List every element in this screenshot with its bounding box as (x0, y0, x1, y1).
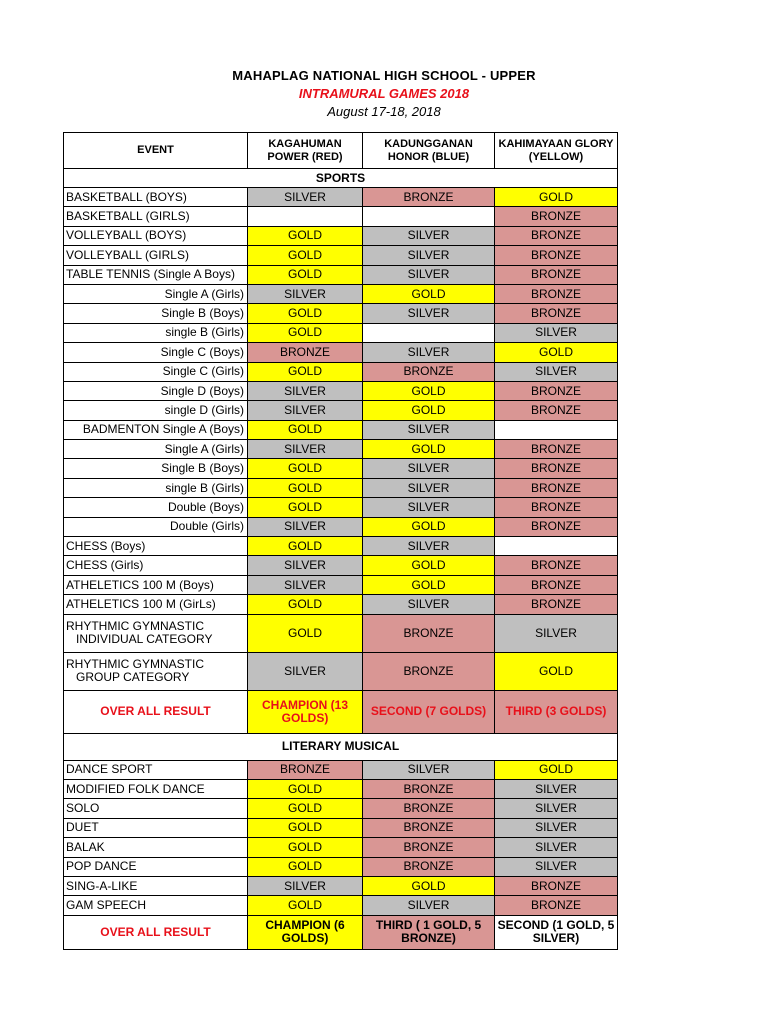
table-row (64, 343, 618, 362)
medal-cell-yellow: BRONZE (495, 304, 618, 323)
event-name-cell: Single C (Boys) (64, 343, 248, 362)
medal-cell-blue: SILVER (363, 420, 495, 439)
event-name-cell: single B (Girls) (64, 323, 248, 342)
table-row (64, 226, 618, 245)
medal-cell-red: SILVER (248, 401, 363, 420)
event-name-cell: Single C (Girls) (64, 362, 248, 381)
table-row (64, 381, 618, 400)
event-name-cell: ATHELETICS 100 M (GirLs) (64, 595, 248, 614)
table-row (64, 799, 618, 818)
medal-cell-yellow: GOLD (495, 760, 618, 779)
event-name-cell: BADMENTON Single A (Boys) (64, 420, 248, 439)
medal-cell-red: SILVER (248, 188, 363, 207)
table-row (64, 896, 618, 915)
medal-cell-yellow: BRONZE (495, 876, 618, 895)
medal-cell-yellow: SILVER (495, 818, 618, 837)
medal-cell-blue: BRONZE (363, 799, 495, 818)
medal-cell-blue: SILVER (363, 459, 495, 478)
event-name-cell: DUET (64, 818, 248, 837)
medal-cell-red: GOLD (248, 896, 363, 915)
medal-cell-yellow (495, 537, 618, 556)
medal-cell-yellow: GOLD (495, 188, 618, 207)
table-row (64, 575, 618, 594)
table-row (64, 838, 618, 857)
medal-cell-blue: BRONZE (363, 779, 495, 798)
medal-cell-blue: SILVER (363, 246, 495, 265)
overall-result-label: OVER ALL RESULT (64, 690, 248, 733)
event-title: INTRAMURAL GAMES 2018 (298, 86, 470, 101)
medal-cell-red (248, 207, 363, 226)
event-name-cell: single D (Girls) (64, 401, 248, 420)
medal-cell-yellow: SILVER (495, 362, 618, 381)
medal-cell-red: GOLD (248, 304, 363, 323)
medal-cell-red: SILVER (248, 575, 363, 594)
medal-cell-yellow: BRONZE (495, 498, 618, 517)
medal-cell-red: GOLD (248, 799, 363, 818)
table-row (64, 401, 618, 420)
medal-cell-red: SILVER (248, 652, 363, 690)
table-row (64, 498, 618, 517)
table-row (64, 246, 618, 265)
table-row (64, 760, 618, 779)
medal-cell-red: GOLD (248, 537, 363, 556)
event-name-cell: Single A (Girls) (64, 284, 248, 303)
medal-cell-red: SILVER (248, 381, 363, 400)
medal-cell-red: GOLD (248, 818, 363, 837)
overall-result-yellow: SECOND (1 GOLD, 5 SILVER) (495, 915, 618, 949)
medal-cell-blue: GOLD (363, 401, 495, 420)
medal-cell-blue: GOLD (363, 284, 495, 303)
table-row (64, 652, 618, 690)
table-row (64, 188, 618, 207)
overall-result-row (64, 690, 618, 733)
event-name-cell: Single B (Boys) (64, 304, 248, 323)
overall-result-red: CHAMPION (6 GOLDS) (248, 915, 363, 949)
overall-result-red: CHAMPION (13 GOLDS) (248, 690, 363, 733)
medal-cell-blue: BRONZE (363, 362, 495, 381)
medal-cell-blue: GOLD (363, 556, 495, 575)
table-row (64, 779, 618, 798)
event-name-cell: RHYTHMIC GYMNASTIC GROUP CATEGORY (64, 652, 248, 690)
medal-cell-red: SILVER (248, 284, 363, 303)
medal-cell-yellow: BRONZE (495, 381, 618, 400)
medal-cell-blue: SILVER (363, 498, 495, 517)
medal-cell-yellow: GOLD (495, 343, 618, 362)
results-table (63, 132, 618, 950)
medal-cell-yellow: SILVER (495, 799, 618, 818)
table-row (64, 556, 618, 575)
medal-cell-yellow: SILVER (495, 323, 618, 342)
col-header-red: KAGAHUMAN POWER (RED) (248, 133, 363, 169)
school-title: MAHAPLAG NATIONAL HIGH SCHOOL - UPPER (232, 68, 536, 83)
event-name-cell: VOLLEYBALL (BOYS) (64, 226, 248, 245)
event-date: August 17-18, 2018 (327, 104, 441, 119)
medal-cell-blue: GOLD (363, 876, 495, 895)
medal-cell-blue: GOLD (363, 517, 495, 536)
overall-result-label: OVER ALL RESULT (64, 915, 248, 949)
table-row (64, 478, 618, 497)
medal-cell-red: GOLD (248, 779, 363, 798)
medal-cell-red: GOLD (248, 323, 363, 342)
medal-cell-red: GOLD (248, 857, 363, 876)
section-header: LITERARY MUSICAL (64, 733, 618, 760)
medal-cell-yellow: SILVER (495, 614, 618, 652)
medal-cell-blue: SILVER (363, 343, 495, 362)
medal-cell-blue: SILVER (363, 537, 495, 556)
medal-cell-yellow: BRONZE (495, 265, 618, 284)
table-row (64, 207, 618, 226)
medal-cell-yellow: SILVER (495, 857, 618, 876)
medal-cell-red: SILVER (248, 876, 363, 895)
overall-result-yellow: THIRD (3 GOLDS) (495, 690, 618, 733)
overall-result-row (64, 915, 618, 949)
medal-cell-blue: BRONZE (363, 188, 495, 207)
section-header-row (64, 169, 618, 188)
event-name-cell: Single B (Boys) (64, 459, 248, 478)
medal-cell-blue: BRONZE (363, 652, 495, 690)
event-name-cell: BASKETBALL (GIRLS) (64, 207, 248, 226)
section-header-row (64, 733, 618, 760)
medal-cell-yellow: SILVER (495, 838, 618, 857)
table-row (64, 459, 618, 478)
medal-cell-red: GOLD (248, 498, 363, 517)
medal-cell-blue: SILVER (363, 226, 495, 245)
table-row (64, 614, 618, 652)
event-name-cell: MODIFIED FOLK DANCE (64, 779, 248, 798)
event-name-cell: BALAK (64, 838, 248, 857)
medal-cell-yellow: BRONZE (495, 595, 618, 614)
medal-cell-red: SILVER (248, 556, 363, 575)
section-header: SPORTS (64, 169, 618, 188)
medal-cell-yellow: BRONZE (495, 284, 618, 303)
medal-cell-yellow: BRONZE (495, 226, 618, 245)
medal-cell-red: GOLD (248, 246, 363, 265)
medal-cell-blue: SILVER (363, 595, 495, 614)
event-name-cell: SOLO (64, 799, 248, 818)
medal-cell-blue: SILVER (363, 896, 495, 915)
medal-cell-red: SILVER (248, 440, 363, 459)
medal-cell-yellow: BRONZE (495, 517, 618, 536)
medal-cell-red: GOLD (248, 614, 363, 652)
event-name-cell: Single D (Boys) (64, 381, 248, 400)
medal-cell-blue: SILVER (363, 265, 495, 284)
medal-cell-yellow: BRONZE (495, 207, 618, 226)
event-name-cell: single B (Girls) (64, 478, 248, 497)
col-header-event: EVENT (64, 133, 248, 169)
col-header-yellow: KAHIMAYAAN GLORY (YELLOW) (495, 133, 618, 169)
medal-cell-red: GOLD (248, 595, 363, 614)
table-row (64, 420, 618, 439)
table-row (64, 517, 618, 536)
medal-cell-blue: SILVER (363, 478, 495, 497)
event-name-cell: BASKETBALL (BOYS) (64, 188, 248, 207)
medal-cell-blue: BRONZE (363, 838, 495, 857)
medal-cell-red: BRONZE (248, 343, 363, 362)
medal-cell-red: GOLD (248, 478, 363, 497)
medal-cell-yellow: BRONZE (495, 556, 618, 575)
medal-cell-red: GOLD (248, 420, 363, 439)
table-row (64, 284, 618, 303)
medal-cell-blue: SILVER (363, 760, 495, 779)
medal-cell-yellow: SILVER (495, 779, 618, 798)
table-header-row (64, 133, 618, 169)
medal-cell-yellow: BRONZE (495, 478, 618, 497)
table-row (64, 304, 618, 323)
table-row (64, 323, 618, 342)
event-name-cell: POP DANCE (64, 857, 248, 876)
medal-cell-blue: BRONZE (363, 857, 495, 876)
medal-cell-red: BRONZE (248, 760, 363, 779)
medal-cell-yellow: BRONZE (495, 459, 618, 478)
medal-cell-blue: SILVER (363, 304, 495, 323)
event-name-cell: Double (Girls) (64, 517, 248, 536)
medal-cell-blue: GOLD (363, 575, 495, 594)
event-name-cell: CHESS (Girls) (64, 556, 248, 575)
event-name-cell: RHYTHMIC GYMNASTIC INDIVIDUAL CATEGORY (64, 614, 248, 652)
table-row (64, 857, 618, 876)
medal-cell-yellow: BRONZE (495, 246, 618, 265)
table-row (64, 362, 618, 381)
event-name-cell: Single A (Girls) (64, 440, 248, 459)
event-name-cell: VOLLEYBALL (GIRLS) (64, 246, 248, 265)
event-name-cell: Double (Boys) (64, 498, 248, 517)
medal-cell-yellow: BRONZE (495, 896, 618, 915)
medal-cell-yellow (495, 420, 618, 439)
medal-cell-yellow: BRONZE (495, 440, 618, 459)
medal-cell-yellow: BRONZE (495, 575, 618, 594)
event-name-cell: TABLE TENNIS (Single A Boys) (64, 265, 248, 284)
event-name-cell: SING-A-LIKE (64, 876, 248, 895)
table-row (64, 440, 618, 459)
medal-cell-red: GOLD (248, 362, 363, 381)
col-header-blue: KADUNGGANAN HONOR (BLUE) (363, 133, 495, 169)
medal-cell-blue (363, 207, 495, 226)
table-row (64, 595, 618, 614)
overall-result-blue: SECOND (7 GOLDS) (363, 690, 495, 733)
table-row (64, 876, 618, 895)
medal-cell-blue (363, 323, 495, 342)
medal-cell-red: GOLD (248, 265, 363, 284)
event-name-cell: GAM SPEECH (64, 896, 248, 915)
medal-cell-blue: GOLD (363, 381, 495, 400)
medal-cell-red: GOLD (248, 226, 363, 245)
table-row (64, 537, 618, 556)
medal-cell-red: GOLD (248, 838, 363, 857)
event-name-cell: ATHELETICS 100 M (Boys) (64, 575, 248, 594)
overall-result-blue: THIRD ( 1 GOLD, 5 BRONZE) (363, 915, 495, 949)
event-name-cell: CHESS (Boys) (64, 537, 248, 556)
medal-cell-yellow: GOLD (495, 652, 618, 690)
medal-cell-red: GOLD (248, 459, 363, 478)
medal-cell-yellow: BRONZE (495, 401, 618, 420)
table-row (64, 265, 618, 284)
event-name-cell: DANCE SPORT (64, 760, 248, 779)
medal-cell-blue: GOLD (363, 440, 495, 459)
medal-cell-red: SILVER (248, 517, 363, 536)
table-row (64, 818, 618, 837)
medal-cell-blue: BRONZE (363, 614, 495, 652)
medal-cell-blue: BRONZE (363, 818, 495, 837)
